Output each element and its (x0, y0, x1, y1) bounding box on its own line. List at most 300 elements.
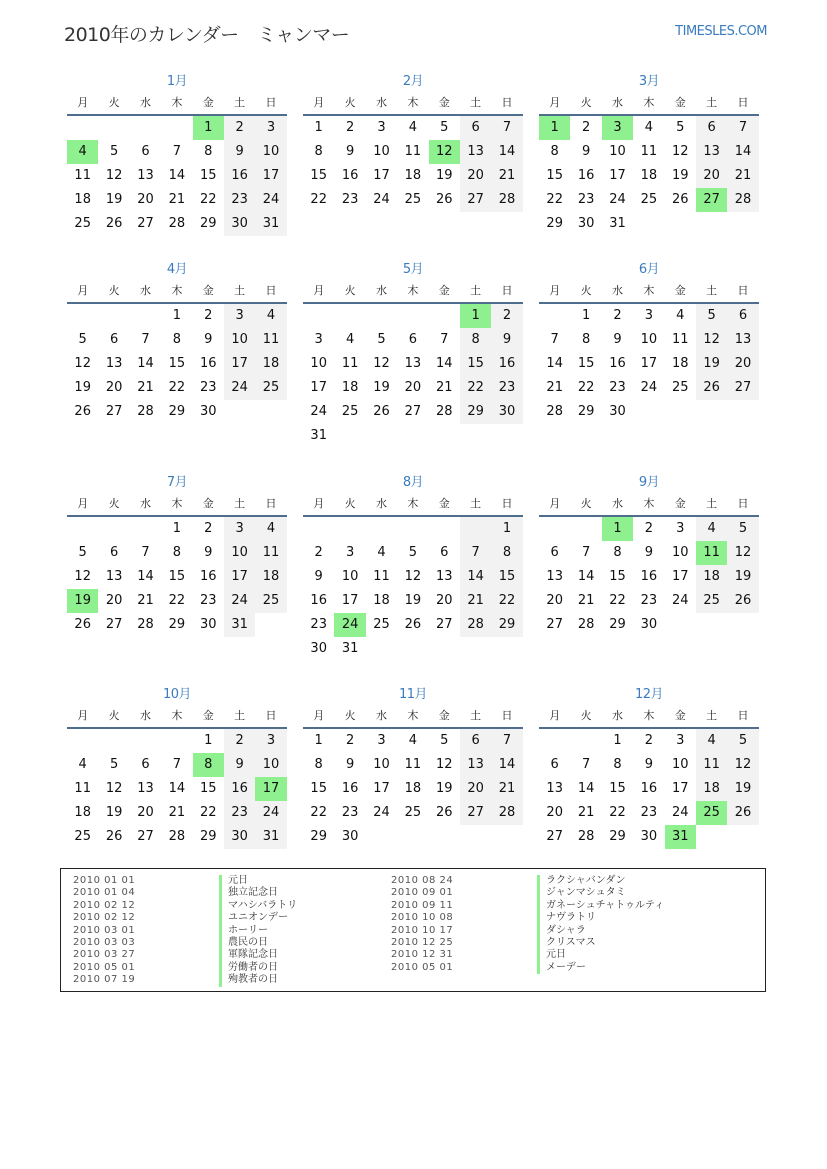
day-cell[interactable]: 1 (172, 308, 181, 323)
day-cell[interactable]: 22 (491, 589, 522, 613)
day-cell[interactable]: 14 (137, 569, 154, 584)
day-cell[interactable]: 19 (435, 781, 453, 796)
day-cell[interactable]: 29 (609, 617, 626, 632)
day-cell[interactable]: 26 (373, 404, 390, 419)
day-cell[interactable]: 17 (609, 168, 626, 183)
day-cell[interactable]: 7 (460, 541, 491, 565)
day-cell[interactable]: 11 (74, 781, 91, 796)
day-cell[interactable]: 7 (491, 116, 522, 140)
day-cell[interactable]: 25 (255, 376, 286, 400)
day-cell[interactable]: 11 (341, 356, 359, 371)
day-cell[interactable]: 3 (377, 120, 386, 135)
day-cell[interactable]: 23 (341, 805, 359, 820)
day-cell[interactable]: 3 (345, 545, 355, 560)
day-cell[interactable]: 14 (577, 781, 595, 796)
day-cell[interactable]: 2 (345, 733, 355, 748)
day-cell[interactable]: 13 (105, 569, 123, 584)
day-cell[interactable]: 30 (640, 829, 658, 844)
day-cell[interactable]: 21 (546, 380, 563, 395)
day-cell[interactable]: 27 (727, 376, 758, 400)
day-cell[interactable]: 18 (696, 565, 727, 589)
day-cell[interactable]: 30 (640, 617, 658, 632)
day-cell[interactable]: 24 (671, 805, 689, 820)
day-cell[interactable]: 7 (727, 116, 758, 140)
day-cell[interactable]: 28 (137, 404, 154, 419)
day-cell[interactable]: 5 (109, 757, 119, 772)
day-cell[interactable]: 20 (460, 164, 491, 188)
day-cell[interactable]: 1 (204, 733, 213, 748)
day-cell[interactable]: 3 (255, 729, 286, 753)
day-cell[interactable]: 16 (310, 593, 327, 608)
day-cell[interactable]: 13 (546, 569, 563, 584)
day-cell[interactable]: 1 (491, 517, 522, 541)
day-cell[interactable]: 22 (577, 380, 595, 395)
day-cell[interactable]: 27 (137, 216, 154, 231)
holiday-day[interactable]: 12 (429, 140, 460, 164)
day-cell[interactable]: 29 (546, 216, 563, 231)
day-cell[interactable]: 11 (404, 144, 422, 159)
day-cell[interactable]: 27 (546, 829, 563, 844)
day-cell[interactable]: 20 (546, 593, 563, 608)
day-cell[interactable]: 27 (105, 617, 123, 632)
day-cell[interactable]: 22 (460, 376, 491, 400)
day-cell[interactable]: 16 (577, 168, 595, 183)
day-cell[interactable]: 25 (255, 589, 286, 613)
day-cell[interactable]: 28 (460, 613, 491, 637)
day-cell[interactable]: 3 (676, 521, 685, 536)
day-cell[interactable]: 18 (671, 356, 689, 371)
day-cell[interactable]: 2 (314, 545, 323, 560)
day-cell[interactable]: 12 (74, 569, 91, 584)
holiday-day[interactable]: 17 (255, 777, 286, 801)
day-cell[interactable]: 12 (435, 757, 453, 772)
day-cell[interactable]: 11 (671, 332, 689, 347)
day-cell[interactable]: 10 (373, 757, 390, 772)
day-cell[interactable]: 6 (550, 545, 559, 560)
day-cell[interactable]: 24 (255, 188, 286, 212)
day-cell[interactable]: 15 (168, 569, 186, 584)
day-cell[interactable]: 2 (345, 120, 355, 135)
day-cell[interactable]: 4 (696, 729, 727, 753)
day-cell[interactable]: 9 (345, 757, 355, 772)
day-cell[interactable]: 8 (491, 541, 522, 565)
day-cell[interactable]: 17 (224, 565, 255, 589)
day-cell[interactable]: 29 (310, 829, 327, 844)
day-cell[interactable]: 18 (341, 380, 359, 395)
day-cell[interactable]: 26 (435, 805, 453, 820)
day-cell[interactable]: 1 (314, 733, 323, 748)
day-cell[interactable]: 24 (310, 404, 327, 419)
day-cell[interactable]: 23 (640, 593, 658, 608)
day-cell[interactable]: 31 (341, 641, 359, 656)
day-cell[interactable]: 15 (310, 168, 327, 183)
day-cell[interactable]: 17 (671, 781, 689, 796)
day-cell[interactable]: 16 (609, 356, 626, 371)
day-cell[interactable]: 10 (341, 569, 359, 584)
day-cell[interactable]: 10 (671, 757, 689, 772)
day-cell[interactable]: 14 (491, 753, 522, 777)
day-cell[interactable]: 4 (696, 517, 727, 541)
day-cell[interactable]: 2 (224, 116, 255, 140)
day-cell[interactable]: 21 (577, 593, 595, 608)
day-cell[interactable]: 7 (172, 757, 181, 772)
day-cell[interactable]: 29 (199, 216, 217, 231)
day-cell[interactable]: 12 (696, 328, 727, 352)
day-cell[interactable]: 1 (314, 120, 323, 135)
day-cell[interactable]: 27 (404, 404, 422, 419)
day-cell[interactable]: 30 (341, 829, 359, 844)
day-cell[interactable]: 9 (644, 757, 653, 772)
day-cell[interactable]: 12 (671, 144, 689, 159)
day-cell[interactable]: 6 (727, 304, 758, 328)
day-cell[interactable]: 6 (460, 729, 491, 753)
holiday-day[interactable]: 1 (602, 517, 633, 541)
holiday-day[interactable]: 1 (460, 304, 491, 328)
day-cell[interactable]: 15 (577, 356, 595, 371)
holiday-day[interactable]: 11 (696, 541, 727, 565)
day-cell[interactable]: 24 (609, 192, 626, 207)
day-cell[interactable]: 6 (550, 757, 559, 772)
day-cell[interactable]: 31 (255, 212, 286, 236)
holiday-day[interactable]: 27 (696, 188, 727, 212)
day-cell[interactable]: 18 (404, 781, 422, 796)
day-cell[interactable]: 2 (224, 729, 255, 753)
day-cell[interactable]: 18 (696, 777, 727, 801)
day-cell[interactable]: 21 (491, 164, 522, 188)
day-cell[interactable]: 23 (310, 617, 327, 632)
day-cell[interactable]: 16 (224, 777, 255, 801)
day-cell[interactable]: 8 (204, 144, 213, 159)
day-cell[interactable]: 27 (546, 617, 563, 632)
day-cell[interactable]: 26 (727, 589, 758, 613)
day-cell[interactable]: 11 (404, 757, 422, 772)
day-cell[interactable]: 14 (577, 569, 595, 584)
day-cell[interactable]: 24 (373, 192, 390, 207)
day-cell[interactable]: 28 (577, 617, 595, 632)
day-cell[interactable]: 25 (341, 404, 359, 419)
day-cell[interactable]: 29 (168, 404, 186, 419)
day-cell[interactable]: 4 (377, 545, 386, 560)
day-cell[interactable]: 4 (644, 120, 653, 135)
day-cell[interactable]: 24 (640, 380, 658, 395)
day-cell[interactable]: 10 (224, 541, 255, 565)
day-cell[interactable]: 8 (172, 545, 181, 560)
day-cell[interactable]: 18 (74, 805, 91, 820)
day-cell[interactable]: 7 (141, 545, 150, 560)
day-cell[interactable]: 15 (460, 352, 491, 376)
day-cell[interactable]: 11 (373, 569, 390, 584)
day-cell[interactable]: 13 (460, 753, 491, 777)
day-cell[interactable]: 9 (314, 569, 323, 584)
day-cell[interactable]: 28 (546, 404, 563, 419)
holiday-day[interactable]: 1 (539, 116, 570, 140)
day-cell[interactable]: 12 (105, 781, 123, 796)
day-cell[interactable]: 27 (435, 617, 453, 632)
day-cell[interactable]: 14 (137, 356, 154, 371)
day-cell[interactable]: 3 (224, 517, 255, 541)
day-cell[interactable]: 4 (408, 120, 417, 135)
day-cell[interactable]: 6 (109, 545, 119, 560)
day-cell[interactable]: 16 (491, 352, 522, 376)
day-cell[interactable]: 19 (105, 192, 123, 207)
day-cell[interactable]: 7 (581, 757, 591, 772)
day-cell[interactable]: 22 (199, 192, 217, 207)
day-cell[interactable]: 27 (460, 188, 491, 212)
day-cell[interactable]: 4 (255, 517, 286, 541)
day-cell[interactable]: 30 (224, 825, 255, 849)
day-cell[interactable]: 18 (74, 192, 91, 207)
day-cell[interactable]: 26 (105, 216, 123, 231)
day-cell[interactable]: 14 (491, 140, 522, 164)
day-cell[interactable]: 16 (341, 168, 359, 183)
day-cell[interactable]: 8 (581, 332, 591, 347)
day-cell[interactable]: 24 (671, 593, 689, 608)
day-cell[interactable]: 12 (373, 356, 390, 371)
day-cell[interactable]: 23 (609, 380, 626, 395)
day-cell[interactable]: 25 (671, 380, 689, 395)
day-cell[interactable]: 7 (491, 729, 522, 753)
day-cell[interactable]: 29 (460, 400, 491, 424)
day-cell[interactable]: 11 (74, 168, 91, 183)
day-cell[interactable]: 23 (640, 805, 658, 820)
day-cell[interactable]: 26 (74, 617, 91, 632)
day-cell[interactable]: 13 (460, 140, 491, 164)
day-cell[interactable]: 9 (581, 144, 591, 159)
day-cell[interactable]: 30 (577, 216, 595, 231)
day-cell[interactable]: 25 (640, 192, 658, 207)
day-cell[interactable]: 10 (609, 144, 626, 159)
day-cell[interactable]: 2 (581, 120, 591, 135)
day-cell[interactable]: 30 (199, 404, 217, 419)
day-cell[interactable]: 15 (310, 781, 327, 796)
day-cell[interactable]: 28 (435, 404, 453, 419)
day-cell[interactable]: 6 (440, 545, 449, 560)
day-cell[interactable]: 22 (546, 192, 563, 207)
day-cell[interactable]: 4 (255, 304, 286, 328)
day-cell[interactable]: 6 (141, 757, 150, 772)
day-cell[interactable]: 20 (727, 352, 758, 376)
day-cell[interactable]: 9 (345, 144, 355, 159)
day-cell[interactable]: 10 (310, 356, 327, 371)
day-cell[interactable]: 23 (224, 801, 255, 825)
day-cell[interactable]: 26 (74, 404, 91, 419)
day-cell[interactable]: 3 (314, 332, 323, 347)
day-cell[interactable]: 9 (204, 332, 213, 347)
day-cell[interactable]: 15 (168, 356, 186, 371)
day-cell[interactable]: 17 (255, 164, 286, 188)
day-cell[interactable]: 14 (435, 356, 453, 371)
day-cell[interactable]: 11 (255, 541, 286, 565)
day-cell[interactable]: 5 (78, 545, 87, 560)
day-cell[interactable]: 8 (172, 332, 181, 347)
day-cell[interactable]: 14 (460, 565, 491, 589)
day-cell[interactable]: 24 (224, 376, 255, 400)
day-cell[interactable]: 19 (671, 168, 689, 183)
day-cell[interactable]: 30 (491, 400, 522, 424)
day-cell[interactable]: 28 (168, 829, 186, 844)
day-cell[interactable]: 21 (137, 380, 154, 395)
holiday-day[interactable]: 25 (696, 801, 727, 825)
day-cell[interactable]: 23 (491, 376, 522, 400)
day-cell[interactable]: 29 (491, 613, 522, 637)
day-cell[interactable]: 22 (310, 192, 327, 207)
day-cell[interactable]: 26 (105, 829, 123, 844)
day-cell[interactable]: 17 (224, 352, 255, 376)
day-cell[interactable]: 21 (491, 777, 522, 801)
day-cell[interactable]: 13 (696, 140, 727, 164)
brand-link[interactable]: TIMESLES.COM (675, 24, 767, 39)
day-cell[interactable]: 26 (404, 617, 422, 632)
day-cell[interactable]: 18 (255, 565, 286, 589)
day-cell[interactable]: 31 (224, 613, 255, 637)
day-cell[interactable]: 13 (546, 781, 563, 796)
day-cell[interactable]: 8 (613, 757, 622, 772)
day-cell[interactable]: 28 (727, 188, 758, 212)
day-cell[interactable]: 19 (373, 380, 390, 395)
day-cell[interactable]: 3 (255, 116, 286, 140)
day-cell[interactable]: 8 (613, 545, 622, 560)
day-cell[interactable]: 8 (460, 328, 491, 352)
day-cell[interactable]: 14 (168, 168, 186, 183)
holiday-day[interactable]: 1 (193, 116, 224, 140)
day-cell[interactable]: 10 (255, 140, 286, 164)
day-cell[interactable]: 17 (373, 781, 390, 796)
day-cell[interactable]: 16 (341, 781, 359, 796)
day-cell[interactable]: 23 (199, 380, 217, 395)
day-cell[interactable]: 5 (408, 545, 417, 560)
day-cell[interactable]: 29 (199, 829, 217, 844)
day-cell[interactable]: 3 (224, 304, 255, 328)
day-cell[interactable]: 20 (105, 380, 123, 395)
day-cell[interactable]: 25 (404, 805, 422, 820)
day-cell[interactable]: 13 (435, 569, 453, 584)
day-cell[interactable]: 7 (440, 332, 449, 347)
day-cell[interactable]: 12 (105, 168, 123, 183)
day-cell[interactable]: 18 (404, 168, 422, 183)
day-cell[interactable]: 24 (373, 805, 390, 820)
day-cell[interactable]: 2 (613, 308, 622, 323)
day-cell[interactable]: 19 (74, 380, 91, 395)
day-cell[interactable]: 10 (255, 753, 286, 777)
day-cell[interactable]: 22 (168, 380, 186, 395)
day-cell[interactable]: 29 (609, 829, 626, 844)
day-cell[interactable]: 15 (609, 569, 626, 584)
day-cell[interactable]: 12 (727, 541, 758, 565)
holiday-day[interactable]: 24 (334, 613, 365, 637)
day-cell[interactable]: 5 (440, 120, 449, 135)
day-cell[interactable]: 13 (404, 356, 422, 371)
day-cell[interactable]: 5 (676, 120, 685, 135)
day-cell[interactable]: 27 (105, 404, 123, 419)
day-cell[interactable]: 21 (577, 805, 595, 820)
day-cell[interactable]: 4 (676, 308, 685, 323)
day-cell[interactable]: 3 (377, 733, 386, 748)
day-cell[interactable]: 7 (172, 144, 181, 159)
day-cell[interactable]: 4 (408, 733, 417, 748)
day-cell[interactable]: 2 (644, 733, 653, 748)
day-cell[interactable]: 11 (640, 144, 658, 159)
day-cell[interactable]: 23 (341, 192, 359, 207)
day-cell[interactable]: 20 (137, 192, 154, 207)
day-cell[interactable]: 18 (373, 593, 390, 608)
day-cell[interactable]: 16 (224, 164, 255, 188)
day-cell[interactable]: 25 (404, 192, 422, 207)
day-cell[interactable]: 1 (613, 733, 622, 748)
day-cell[interactable]: 29 (577, 404, 595, 419)
day-cell[interactable]: 3 (676, 733, 685, 748)
day-cell[interactable]: 18 (640, 168, 658, 183)
day-cell[interactable]: 16 (199, 356, 217, 371)
day-cell[interactable]: 14 (546, 356, 563, 371)
day-cell[interactable]: 10 (671, 545, 689, 560)
day-cell[interactable]: 4 (345, 332, 355, 347)
day-cell[interactable]: 2 (491, 304, 522, 328)
day-cell[interactable]: 16 (640, 781, 658, 796)
day-cell[interactable]: 5 (727, 517, 758, 541)
holiday-day[interactable]: 19 (67, 589, 98, 613)
day-cell[interactable]: 2 (204, 308, 213, 323)
day-cell[interactable]: 10 (640, 332, 658, 347)
day-cell[interactable]: 17 (671, 569, 689, 584)
day-cell[interactable]: 20 (137, 805, 154, 820)
day-cell[interactable]: 21 (460, 589, 491, 613)
day-cell[interactable]: 21 (168, 805, 186, 820)
day-cell[interactable]: 30 (224, 212, 255, 236)
day-cell[interactable]: 9 (204, 545, 213, 560)
day-cell[interactable]: 15 (546, 168, 563, 183)
day-cell[interactable]: 15 (199, 781, 217, 796)
day-cell[interactable]: 5 (109, 144, 119, 159)
day-cell[interactable]: 24 (224, 589, 255, 613)
day-cell[interactable]: 31 (255, 825, 286, 849)
day-cell[interactable]: 23 (199, 593, 217, 608)
holiday-day[interactable]: 3 (602, 116, 633, 140)
day-cell[interactable]: 31 (609, 216, 626, 231)
day-cell[interactable]: 17 (341, 593, 359, 608)
holiday-day[interactable]: 8 (193, 753, 224, 777)
day-cell[interactable]: 25 (696, 589, 727, 613)
day-cell[interactable]: 16 (199, 569, 217, 584)
day-cell[interactable]: 20 (404, 380, 422, 395)
day-cell[interactable]: 30 (609, 404, 626, 419)
day-cell[interactable]: 7 (550, 332, 559, 347)
day-cell[interactable]: 23 (577, 192, 595, 207)
day-cell[interactable]: 10 (373, 144, 390, 159)
day-cell[interactable]: 19 (404, 593, 422, 608)
day-cell[interactable]: 25 (74, 216, 91, 231)
day-cell[interactable]: 6 (696, 116, 727, 140)
day-cell[interactable]: 5 (696, 304, 727, 328)
day-cell[interactable]: 26 (671, 192, 689, 207)
day-cell[interactable]: 19 (105, 805, 123, 820)
day-cell[interactable]: 27 (460, 801, 491, 825)
day-cell[interactable]: 21 (168, 192, 186, 207)
holiday-day[interactable]: 4 (67, 140, 98, 164)
day-cell[interactable]: 14 (168, 781, 186, 796)
day-cell[interactable]: 31 (310, 428, 327, 443)
day-cell[interactable]: 27 (137, 829, 154, 844)
day-cell[interactable]: 4 (78, 757, 87, 772)
day-cell[interactable]: 30 (199, 617, 217, 632)
day-cell[interactable]: 10 (224, 328, 255, 352)
day-cell[interactable]: 11 (255, 328, 286, 352)
holiday-day[interactable]: 31 (665, 825, 696, 849)
day-cell[interactable]: 28 (137, 617, 154, 632)
day-cell[interactable]: 20 (435, 593, 453, 608)
day-cell[interactable]: 19 (696, 352, 727, 376)
day-cell[interactable]: 15 (491, 565, 522, 589)
day-cell[interactable]: 25 (373, 617, 390, 632)
